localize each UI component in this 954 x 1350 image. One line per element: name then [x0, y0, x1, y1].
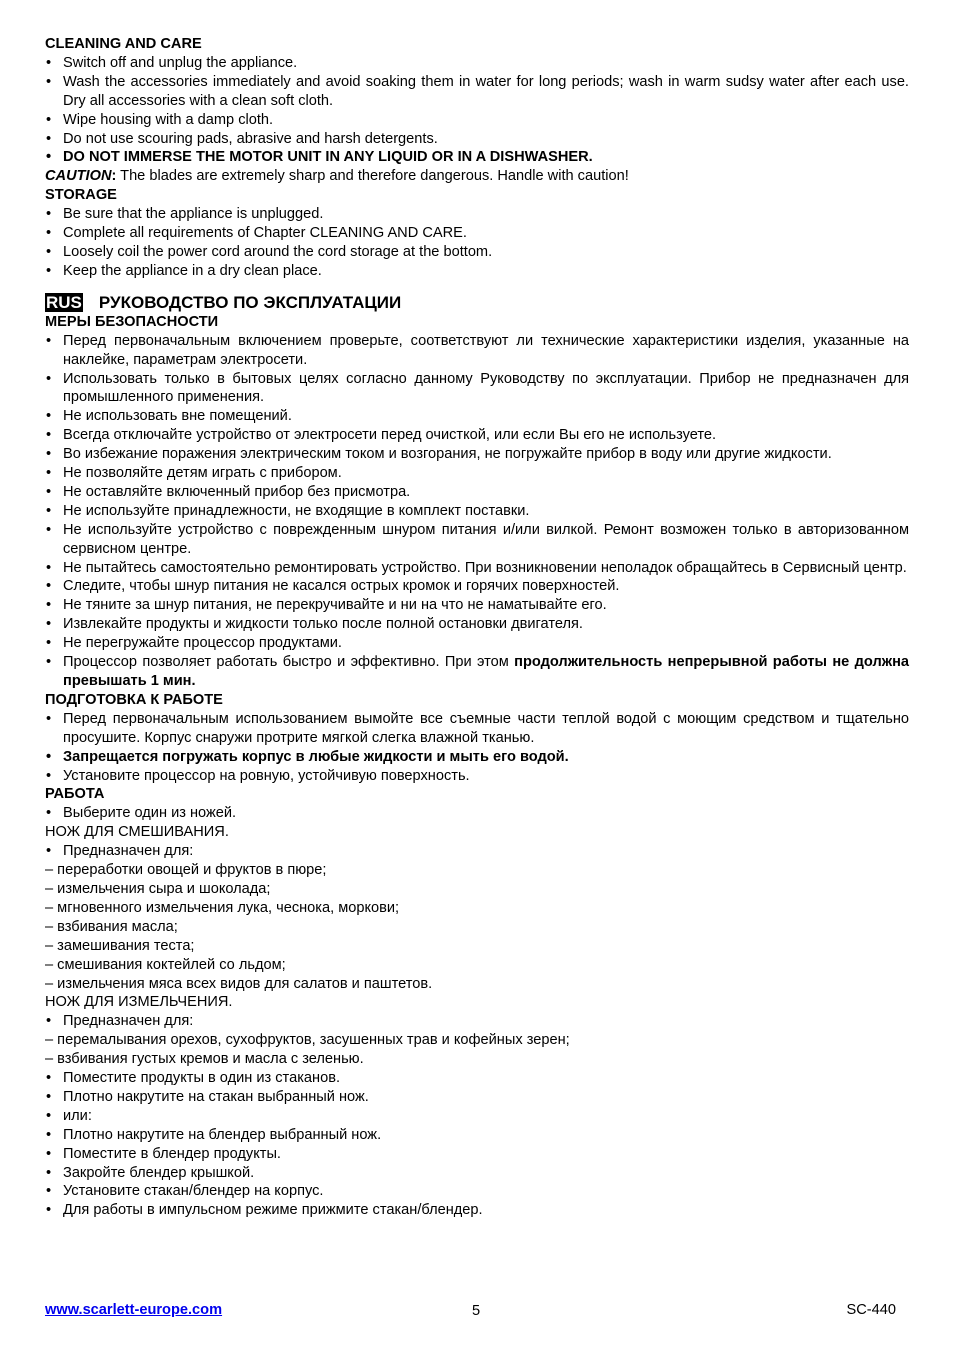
list-item: • Не оставляйте включенный прибор без присмотра.	[45, 483, 909, 502]
list-item: • Do not use scouring pads, abrasive and harsh detergents.	[45, 130, 909, 149]
mix-intended-list	[45, 842, 909, 861]
list-item: • Complete all requirements of Chapter CLEANING AND CARE.	[45, 224, 909, 243]
list-item: • Поместите продукты в один из стаканов.	[45, 1069, 909, 1088]
list-item-warning: • Запрещается погружать корпус в любые жидкости и мыть его водой.	[45, 748, 909, 767]
cleaning-heading: CLEANING AND CARE	[45, 36, 202, 52]
list-item: • Не пытайтесь самостоятельно ремонтировать устройство. При возникновении неполадок обращайтесь в Сервисный центр.	[45, 559, 909, 578]
list-item: • Установите стакан/блендер на корпус.	[45, 1182, 909, 1201]
use-line: – переработки овощей и фруктов в пюре;	[45, 862, 327, 879]
page-number: 5	[472, 1303, 481, 1319]
list-item: • Поместите в блендер продукты.	[45, 1145, 909, 1164]
use-line: – замешивания теста;	[45, 937, 195, 954]
safety-heading: МЕРЫ БЕЗОПАСНОСТИ	[45, 313, 219, 330]
list-item: • Закройте блендер крышкой.	[45, 1164, 909, 1183]
list-item-text: Процессор позволяет работать быстро и эффективно. При этом	[63, 654, 515, 671]
list-item-warning: • DO NOT IMMERSE THE MOTOR UNIT IN ANY LIQUID OR IN A DISHWASHER.	[45, 148, 909, 167]
use-line: – смешивания коктейлей со льдом;	[45, 956, 286, 973]
list-item: • Предназначен для:	[45, 1012, 909, 1031]
list-item: • Извлекайте продукты и жидкости только после полной остановки двигателя.	[45, 615, 909, 634]
list-item: • Плотно накрутите на стакан выбранный нож.	[45, 1088, 909, 1107]
safety-list	[45, 332, 909, 691]
list-item: • Не использовать вне помещений.	[45, 407, 909, 426]
use-line: – взбивания масла;	[45, 918, 178, 935]
cleaning-list	[45, 54, 909, 167]
storage-heading: STORAGE	[45, 187, 117, 204]
list-item: • Для работы в импульсном режиме прижмите стакан/блендер.	[45, 1201, 909, 1220]
list-item: • Перед первоначальным использованием вымойте все съемные части теплой водой с моющим средством и тщательно просушите. Корпус снаружи протрите мягкой слегка влажной тканью.	[45, 710, 909, 748]
list-item: • Не перегружайте процессор продуктами.	[45, 634, 909, 653]
caution-label: CAUTION	[45, 168, 112, 185]
rus-section-title	[45, 292, 909, 313]
section-title: РУКОВОДСТВО ПО ЭКСПЛУАТАЦИИ	[98, 292, 402, 312]
mix-knife-label: НОЖ ДЛЯ СМЕШИВАНИЯ.	[45, 824, 229, 841]
list-item: • Wipe housing with a damp cloth.	[45, 111, 909, 130]
chop-uses	[45, 1031, 909, 1069]
list-item: • Использовать только в бытовых целях согласно данному Руководству по эксплуатации. Прибор не предназначен для промышленного применения.	[45, 370, 909, 408]
use-line: – мгновенного измельчения лука, чеснока, моркови;	[45, 899, 400, 916]
website-link[interactable]: www.scarlett-europe.com	[45, 1302, 223, 1318]
list-item: • или:	[45, 1107, 909, 1126]
list-item: • Не тяните за шнур питания, не перекручивайте и ни на что не наматывайте его.	[45, 596, 909, 615]
caution-text: The blades are extremely sharp and therefore dangerous. Handle with caution!	[116, 168, 629, 185]
use-line: – измельчения мяса всех видов для салатов и паштетов.	[45, 975, 433, 992]
work-heading: РАБОТА	[45, 786, 105, 803]
use-line: – измельчения сыра и шоколада;	[45, 880, 271, 897]
list-item: • Предназначен для:	[45, 842, 909, 861]
prep-list	[45, 710, 909, 786]
list-item: • Не позволяйте детям играть с прибором.	[45, 464, 909, 483]
list-item: • Switch off and unplug the appliance.	[45, 54, 909, 73]
list-item: • Не используйте принадлежности, не входящие в комплект поставки.	[45, 502, 909, 521]
list-item: • Не используйте устройство с поврежденным шнуром питания и/или вилкой. Ремонт возможен только в авторизованном сервисном центре.	[45, 521, 909, 559]
caution-note	[45, 167, 909, 186]
manual-page	[45, 35, 909, 1220]
mix-uses	[45, 861, 909, 993]
prep-heading: ПОДГОТОВКА К РАБОТЕ	[45, 691, 223, 708]
list-item: • Следите, чтобы шнур питания не касался острых кромок и горячих поверхностей.	[45, 577, 909, 596]
list-item: • Loosely coil the power cord around the cord storage at the bottom.	[45, 243, 909, 262]
chop-intended-list	[45, 1012, 909, 1031]
list-item: • Плотно накрутите на блендер выбранный нож.	[45, 1126, 909, 1145]
list-item: • Во избежание поражения электрическим током и возгорания, не погружайте прибор в воду или другие жидкости.	[45, 445, 909, 464]
caution-colon: :	[111, 168, 117, 185]
list-item: • Всегда отключайте устройство от электросети перед очисткой, или если Вы его не используете.	[45, 426, 909, 445]
chop-knife-label: НОЖ ДЛЯ ИЗМЕЛЬЧЕНИЯ.	[45, 994, 233, 1011]
list-item-bold-text: продолжительность непрерывной работы не должна превышать 1 мин.	[63, 654, 909, 689]
list-item: • Установите процессор на ровную, устойчивую поверхность.	[45, 767, 909, 786]
language-badge: RUS	[46, 292, 82, 312]
use-line: – взбивания густых кремов и масла с зеленью.	[45, 1051, 364, 1068]
use-line: – перемалывания орехов, сухофруктов, засушенных трав и кофейных зерен;	[45, 1032, 570, 1049]
list-item: • Wash the accessories immediately and avoid soaking them in water for long periods; wash in warm sudsy water after each use. Dry all accessories with a clean soft cloth.	[45, 73, 909, 111]
list-item: • Выберите один из ножей.	[45, 804, 909, 823]
list-item: • Перед первоначальным включением проверьте, соответствуют ли технические характеристики изделия, указанные на наклейке, параметрам электросети.	[45, 332, 909, 370]
list-item: • Be sure that the appliance is unplugged.	[45, 205, 909, 224]
work-list-choose	[45, 804, 909, 823]
storage-list	[45, 205, 909, 281]
list-item	[45, 653, 909, 691]
steps-list	[45, 1069, 909, 1220]
list-item: • Keep the appliance in a dry clean place.	[45, 262, 909, 281]
page-footer	[45, 1302, 909, 1322]
model-number: SC-440	[846, 1302, 896, 1318]
